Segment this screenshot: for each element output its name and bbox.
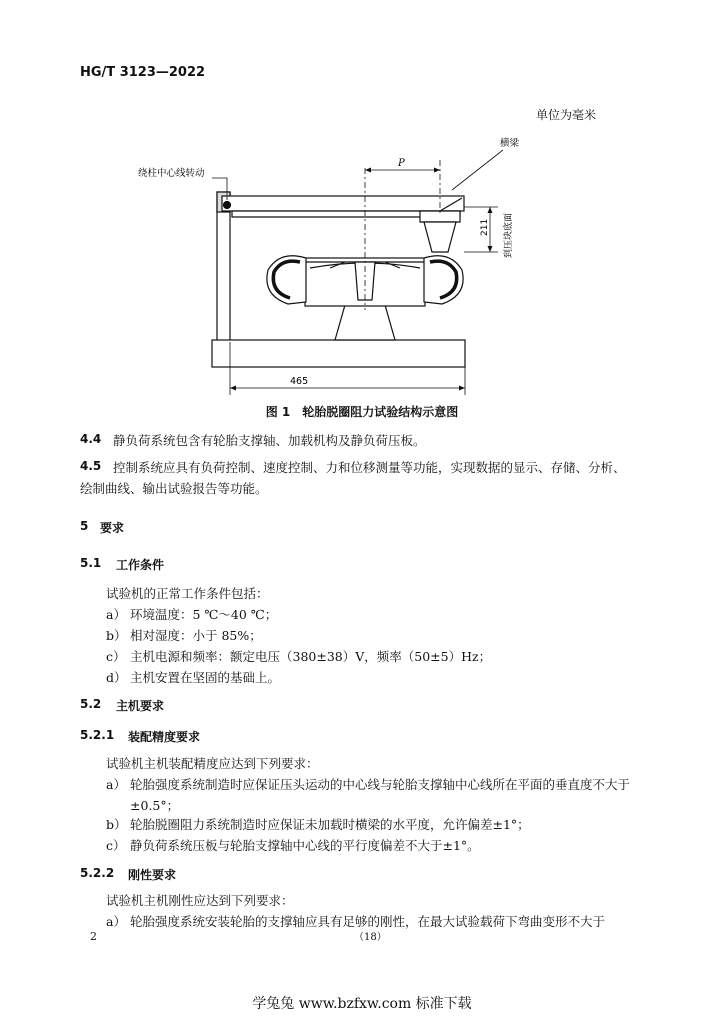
- list-marker: b）: [106, 628, 127, 643]
- watermark: 学兔兔 www.bzfxw.com 标准下载: [252, 996, 472, 1012]
- list-marker: a）: [106, 607, 126, 622]
- section-5-number: 5: [80, 519, 89, 533]
- pedestal: [335, 305, 395, 340]
- clause-4-5-number: 4.5: [80, 459, 102, 473]
- list-item-text: 相对湿度：小于 85%；: [130, 628, 262, 643]
- clause-4-5-text-line1: 控制系统应具有负荷控制、速度控制、力和位移测量等功能，实现数据的显示、存储、分析、: [113, 460, 626, 475]
- clause-4-5-text-line2: 绘制曲线、输出试验报告等功能。: [80, 481, 268, 496]
- crossbeam: [222, 196, 464, 211]
- clause-5-1-title: 工作条件: [116, 558, 165, 572]
- list-item-text: 轮胎脱圈阻力系统制造时应保证未加载时横梁的水平度，允许偏差±1°；: [130, 817, 530, 832]
- left-tire-section: [267, 256, 306, 304]
- clause-4-4-number: 4.4: [80, 432, 102, 446]
- clause-5-2-2-number: 5.2.2: [80, 866, 115, 880]
- list-item-text: 静负荷系统压板与轮胎支撑轴中心线的平行度偏差不大于±1°。: [130, 838, 480, 853]
- tire-debeading-diagram: [0, 0, 724, 400]
- clause-5-2-1-number: 5.2.1: [80, 728, 115, 742]
- label-465: 465: [290, 376, 309, 387]
- label-211: 211: [480, 218, 490, 236]
- list-marker: c）: [106, 838, 126, 853]
- list-marker: b）: [106, 817, 127, 832]
- clause-4-4-text: 静负荷系统包含有轮胎支撑轴、加载机构及静负荷压板。: [113, 433, 426, 448]
- right-tire-section: [424, 256, 463, 304]
- page-bracket-number: （18）: [354, 932, 387, 943]
- clause-5-1-number: 5.1: [80, 556, 102, 570]
- label-to-press-bottom: 到压块底面: [504, 212, 514, 258]
- clause-5-2-title: 主机要求: [116, 699, 165, 713]
- list-item-text: ±0.5°；: [130, 798, 180, 813]
- list-item-text: 环境温度：5 ℃～40 ℃；: [130, 607, 278, 622]
- clause-5-2-1-intro: 试验机主机装配精度应达到下列要求：: [106, 756, 319, 771]
- list-marker: c）: [106, 649, 126, 664]
- list-item-text: 轮胎强度系统安装轮胎的支撑轴应具有足够的刚性，在最大试验载荷下弯曲变形不大于: [130, 914, 606, 929]
- label-rotate: 绕柱中心线转动: [138, 168, 205, 179]
- label-p: P: [398, 158, 405, 169]
- clause-5-2-2-title: 刚性要求: [128, 868, 177, 882]
- figure-caption: 图 1 轮胎脱圈阻力试验结构示意图: [265, 405, 459, 419]
- page-number: 2: [90, 930, 97, 943]
- clause-5-2-1-title: 装配精度要求: [128, 730, 201, 744]
- unit-note: 单位为毫米: [536, 108, 597, 122]
- base-plate: [212, 340, 465, 367]
- list-item-text: 主机安置在坚固的基础上。: [130, 670, 281, 685]
- press-block: [424, 222, 456, 252]
- clause-5-2-2-intro: 试验机主机刚性应达到下列要求：: [106, 893, 294, 908]
- clause-5-1-intro: 试验机的正常工作条件包括：: [106, 586, 269, 601]
- list-marker: d）: [106, 670, 127, 685]
- list-item-text: 轮胎强度系统制造时应保证压头运动的中心线与轮胎支撑轴中心线所在平面的垂直度不大于: [130, 777, 631, 792]
- clause-5-2-number: 5.2: [80, 697, 102, 711]
- section-5-title: 要求: [100, 521, 125, 535]
- list-marker: a）: [106, 777, 126, 792]
- label-crossbeam: 横梁: [500, 138, 520, 149]
- list-item-text: 主机电源和频率：额定电压（380±38）V，频率（50±5）Hz；: [130, 649, 492, 664]
- pivot-point: [224, 202, 231, 209]
- left-column: [217, 192, 230, 342]
- list-marker: a）: [106, 914, 126, 929]
- document-header: HG/T 3123—2022: [80, 65, 206, 80]
